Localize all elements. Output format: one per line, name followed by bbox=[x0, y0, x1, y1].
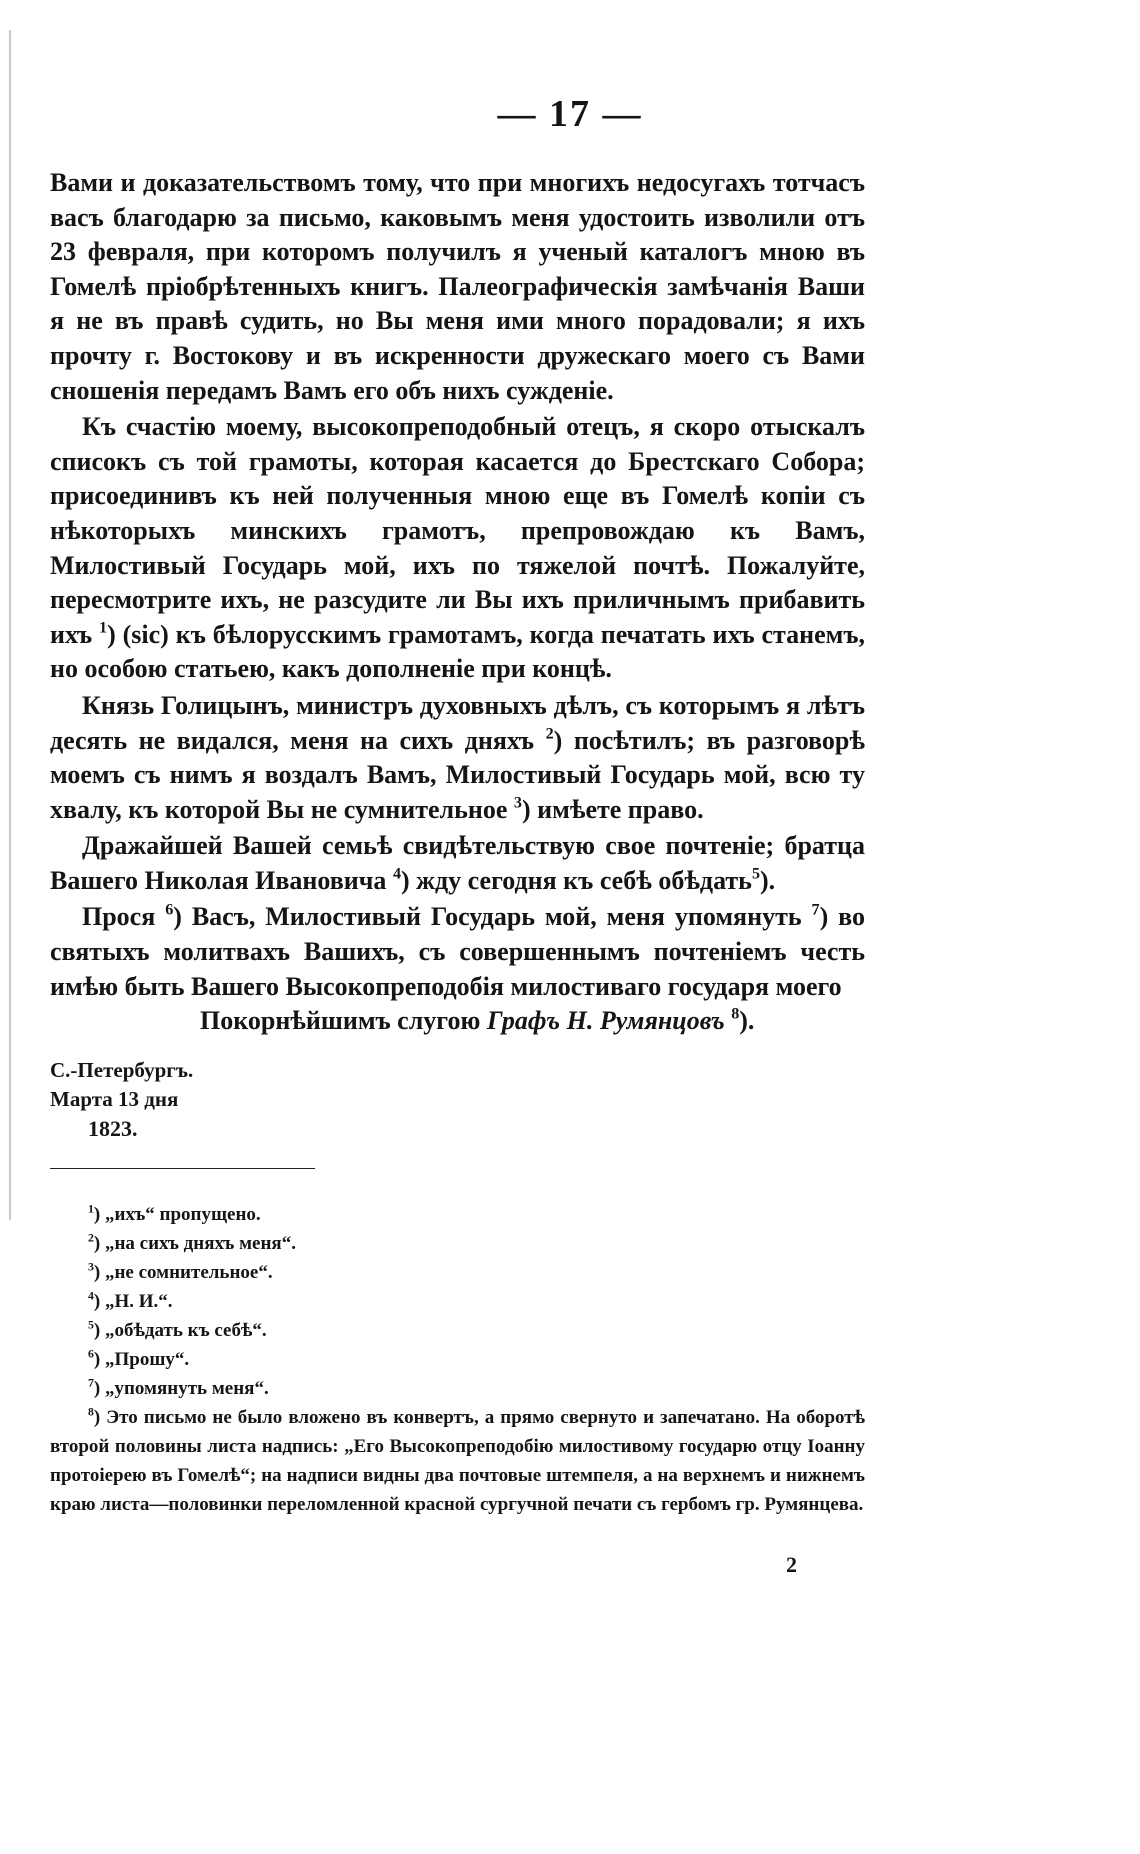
city: С.-Петербургъ. bbox=[50, 1058, 194, 1082]
binding-edge-line bbox=[9, 30, 11, 1180]
page-number: — 17 — bbox=[497, 93, 643, 135]
place-date-block bbox=[50, 1056, 193, 1143]
signature-mark: 2 bbox=[786, 1552, 797, 1577]
footnote-ref-6: 6 bbox=[165, 902, 174, 919]
signatory-name: Графъ Н. Румянцовъ bbox=[486, 1006, 725, 1035]
letter-body bbox=[50, 166, 865, 1006]
paragraph-5: Прося $^6$) Васъ, Милостивый Государь мой, меня упомянуть $^7$) во святыхъ молитвахъ Вашихъ, съ совершеннымъ почтеніемъ честь имѣю быть Вашего Высокопреподобія милостиваго государя моего bbox=[50, 902, 865, 1001]
footnote-ref-2: 2 bbox=[545, 725, 554, 743]
paragraph-3: Князь Голицынъ, министръ духовныхъ дѣлъ, съ которымъ я лѣтъ десять не видался, меня на сихъ дняхъ $^2$) посѣтилъ; въ разговорѣ моемъ съ нимъ я воздалъ Вамъ, Милостивый Государь мой, всю ту хвалу, къ которой Вы не сумнительное $^3$) имѣете право. bbox=[50, 690, 865, 824]
paragraph-2: Къ счастію моему, высокопреподобный отецъ, я скоро отыскалъ списокъ съ той грамоты, которая касается до Брестскаго Собора; присоединивъ къ ней полученныя мною еще въ Гомелѣ копіи съ нѣкоторыхъ минскихъ грамотъ, препровождаю къ Вамъ, Милостивый Государь мой, ихъ по тяжелой почтѣ. Пожалуйте, пересмотрите ихъ, не разсудите ли Вы ихъ приличнымъ прибавить ихъ $^1$) (sic) къ бѣлорусскимъ грамотамъ, когда печатать ихъ станемъ, но особою статьею, какъ дополненіе при концѣ. bbox=[50, 412, 865, 684]
footnotes bbox=[50, 1200, 865, 1519]
footnote-ref-3: 3 bbox=[513, 794, 522, 812]
footnote-5: $^5$) „обѣдать къ себѣ“. bbox=[88, 1318, 267, 1341]
paragraph-1: Вами и доказательствомъ тому, что при многихъ недосугахъ тотчасъ васъ благодарю за письмо, каковымъ меня удостоить изволили отъ 23 февраля, при которомъ получилъ я ученый каталогъ мною въ Гомелѣ пріобрѣтенныхъ книгъ. Палеографическія замѣчанія Ваши я не въ правѣ судить, но Вы меня ими много порадовали; я ихъ прочту г. Востокову и въ искренности дружескаго моего съ Вами сношенія передамъ Вамъ его объ нихъ сужденіе. bbox=[50, 168, 865, 405]
footnote-2: $^2$) „на сихъ дняхъ меня“. bbox=[88, 1231, 296, 1254]
footnote-ref-4: 4 bbox=[392, 865, 401, 883]
signature-line: Покорнѣйшимъ слугою Графъ Н. Румянцовъ $^8$). bbox=[200, 1005, 755, 1035]
footnote-ref-7: 7 bbox=[811, 902, 820, 919]
footnote-ref-1: 1 bbox=[99, 619, 108, 637]
paragraph-4: Дражайшей Вашей семьѣ свидѣтельствую свое почтеніе; братца Вашего Николая Ивановича $^4$) жду сегодня къ себѣ обѣдать$^5$). bbox=[50, 831, 865, 895]
footnote-ref-5: 5 bbox=[751, 865, 760, 883]
date: Марта 13 дня bbox=[50, 1087, 179, 1111]
binding-edge-line-lower bbox=[9, 1180, 11, 1220]
footnote-6: $^6$) „Прошу“. bbox=[88, 1347, 190, 1370]
footnote-divider bbox=[50, 1168, 315, 1169]
footnote-ref-8: 8 bbox=[731, 1005, 740, 1023]
footnote-1: $^1$) „ихъ“ пропущено. bbox=[88, 1202, 261, 1225]
footnote-8: $^8$) Это письмо не было вложено въ конвертъ, а прямо свернуто и запечатано. На оборотѣ второй половины листа надпись: „Его Высокопреподобію милостивому государю отцу Іоанну протоіерею въ Гомелѣ“; на надписи видны два почтовые штемпеля, а на верхнемъ и нижнемъ краю листа—половинки переломленной красной сургучной печати съ гербомъ гр. Румянцева. bbox=[50, 1405, 865, 1515]
year: 1823. bbox=[88, 1116, 138, 1141]
footnote-3: $^3$) „не сомнительное“. bbox=[88, 1260, 273, 1283]
footnote-4: $^4$) „Н. И.“. bbox=[88, 1289, 173, 1312]
footnote-7: $^7$) „упомянуть меня“. bbox=[88, 1376, 269, 1399]
